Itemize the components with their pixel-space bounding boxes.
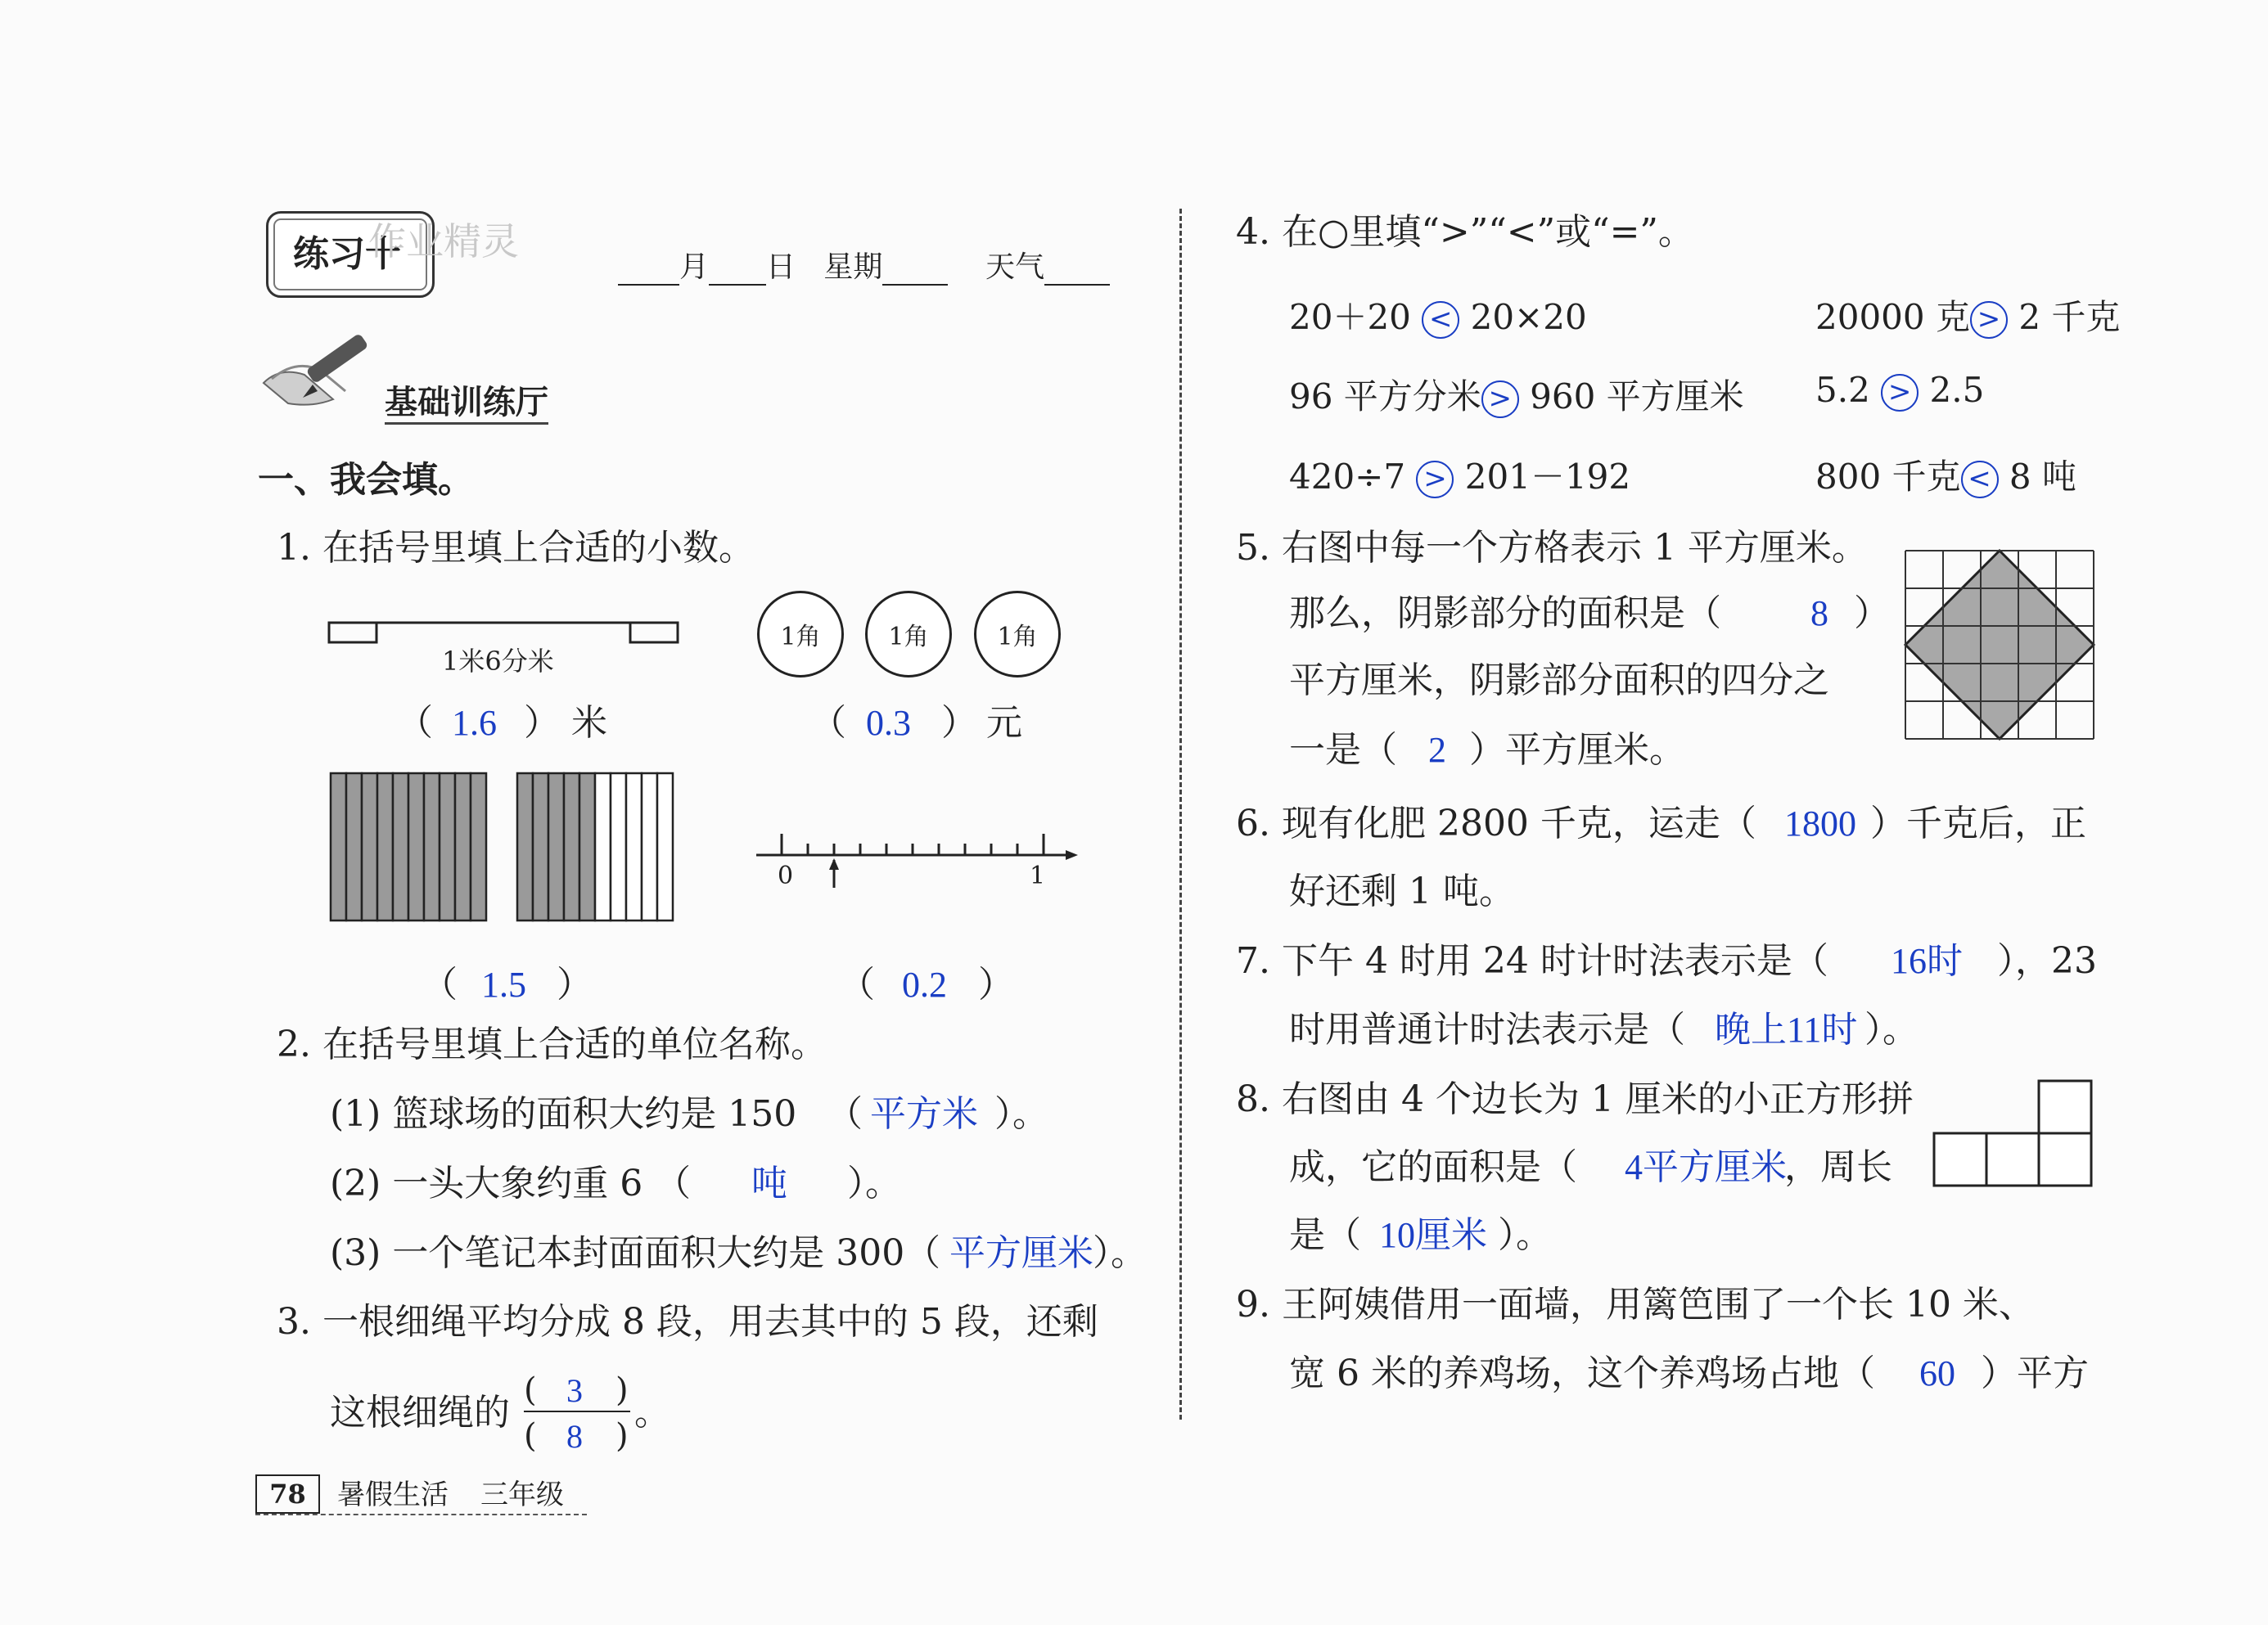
compare-circle[interactable]: > (1970, 301, 2008, 339)
q5-line2a: 那么，阴影部分的面积是（ (1289, 592, 1721, 634)
ruler-answer-open: （ (397, 702, 433, 744)
compare-circle[interactable]: > (1481, 380, 1519, 418)
grade-label: 三年级 (480, 1479, 564, 1511)
compare-circle[interactable]: > (1416, 461, 1454, 498)
coin-1 (757, 591, 844, 677)
bar-strip (377, 773, 393, 921)
q8-line2a: 成，它的面积是（ (1289, 1146, 1577, 1188)
q5-line4a: 一是（ (1289, 729, 1397, 771)
coin-2 (865, 591, 952, 677)
numberline-answer-close: ） (978, 964, 1014, 1006)
lesson-title: 练习十 (293, 233, 401, 275)
q9-line2b: ）平方 (1981, 1353, 2089, 1394)
q2b-close: ）。 (847, 1163, 901, 1204)
q6-line1b: ）千克后，正 (1870, 803, 2086, 844)
compare-circle[interactable]: > (1881, 374, 1919, 412)
q6-line2: 好还剩 1 吨。 (1289, 871, 1515, 912)
number-line-one: 1 (1030, 862, 1046, 890)
coin-label: 1角 (997, 623, 1038, 651)
q4-item-4: 5.2 > 2.5 (1815, 370, 1985, 410)
weather-label: 天气 (985, 250, 1045, 284)
bar-strip (471, 773, 486, 921)
coin-label: 1角 (780, 623, 821, 651)
ruler-unit: 米 (571, 702, 607, 744)
ruler-label: 1米6分米 (442, 646, 554, 677)
q8-line2b: ，周长 (1784, 1146, 1892, 1188)
coin-unit: 元 (986, 702, 1022, 744)
bar-strip (346, 773, 362, 921)
q5-answer2[interactable]: 2 (1428, 730, 1446, 770)
q6-answer[interactable]: 1800 (1784, 803, 1856, 844)
q5-line2b: ） (1854, 592, 1890, 634)
bars-answer-open: （ (422, 964, 458, 1006)
coin-answer-close: ） (941, 702, 977, 744)
bar-strip (331, 773, 346, 921)
q3-numerator[interactable]: 3 (566, 1372, 583, 1409)
q4-item-6: 800 千克 < 8 吨 (1815, 457, 2076, 497)
bar-strip (393, 773, 408, 921)
q5-line3: 平方厘米，阴影部分面积的四分之 (1289, 659, 1829, 701)
squares-figure (1932, 1076, 2103, 1191)
bar-strip (517, 773, 533, 921)
number-line-ticks (782, 834, 1044, 855)
q7-line1b: ），23 (1997, 940, 2097, 982)
q6-line1a: 6. 现有化肥 2800 千克，运走（ (1236, 803, 1756, 844)
q7-line2a: 时用普通计时法表示是（ (1289, 1009, 1685, 1051)
q2b-answer[interactable]: 吨 (751, 1164, 787, 1204)
q4-item-2: 20000 克 > 2 千克 (1815, 297, 2121, 337)
numberline-answer-open: （ (839, 964, 875, 1006)
q8-line3a: 是（ (1289, 1214, 1361, 1256)
q8-line1: 8. 右图由 4 个边长为 1 厘米的小正方形拼 (1236, 1078, 1914, 1120)
coin-answer[interactable]: 0.3 (866, 703, 911, 743)
q8-answer2[interactable]: 10厘米 (1379, 1215, 1487, 1255)
watermark: 作业精灵 (368, 219, 519, 263)
section-heading: 一、我会填。 (258, 459, 474, 501)
bar-strip (611, 773, 626, 921)
q2c-close: ）。 (1093, 1232, 1147, 1274)
q2b-text: (2) 一头大象约重 6 (330, 1163, 643, 1204)
q2c-open: （ (904, 1232, 940, 1274)
q2c-answer[interactable]: 平方厘米 (949, 1233, 1093, 1273)
footer (255, 1473, 587, 1515)
grid-diamond-figure (1903, 548, 2099, 745)
bar-strip (548, 773, 564, 921)
q9-line2a: 宽 6 米的养鸡场，这个养鸡场占地（ (1289, 1353, 1875, 1394)
q5-line4b: ）平方厘米。 (1469, 729, 1685, 771)
q3-fraction: ( 3 ) ( 8 ) (524, 1368, 630, 1455)
bar-strip (595, 773, 611, 921)
weather-blank[interactable] (1044, 251, 1110, 286)
q7-line2b: ）。 (1864, 1009, 1919, 1051)
q3-line1: 3. 一根细绳平均分成 8 段，用去其中的 5 段，还剩 (277, 1301, 1098, 1343)
q4-item-5: 420÷7 > 201－192 (1289, 457, 1631, 497)
q2b-open: （ (655, 1163, 691, 1204)
q3-period: 。 (634, 1392, 670, 1434)
pencil-notebook-icon (255, 334, 378, 424)
bars-figure (327, 769, 688, 925)
bar-strip (642, 773, 657, 921)
section-banner: 基础训练厅 (385, 386, 548, 425)
bar-strip (626, 773, 642, 921)
compare-circle[interactable]: < (1961, 461, 1999, 498)
compare-circle[interactable]: < (1422, 301, 1459, 339)
day-blank[interactable] (709, 251, 766, 286)
month-blank[interactable] (618, 251, 679, 286)
ruler-answer-close: ） (524, 702, 560, 744)
page-number: 78 (255, 1474, 320, 1514)
weekday-label: 星期 (823, 250, 883, 284)
number-line-zero: 0 (778, 862, 794, 890)
q8-answer1[interactable]: 4平方厘米 (1625, 1147, 1787, 1187)
q2a-text: (1) 篮球场的面积大约是 150 (330, 1093, 797, 1135)
date-line (618, 244, 1110, 286)
q3-denominator[interactable]: 8 (566, 1418, 583, 1455)
coin-3 (974, 591, 1061, 677)
q2a-answer[interactable]: 平方米 (870, 1094, 978, 1134)
q5-answer1[interactable]: 8 (1810, 593, 1828, 633)
q7-answer1[interactable]: 16时 (1891, 941, 1963, 981)
bars-answer[interactable]: 1.5 (481, 965, 526, 1005)
q8-line3b: ）。 (1498, 1214, 1552, 1256)
q4-item-3: 96 平方分米 > 960 平方厘米 (1289, 376, 1744, 416)
month-label: 月 (679, 250, 710, 284)
bar-strip (564, 773, 579, 921)
q5-line1: 5. 右图中每一个方格表示 1 平方厘米。 (1236, 527, 1868, 569)
bar-strip (440, 773, 455, 921)
q7-line1a: 7. 下午 4 时用 24 时计时法表示是（ (1236, 940, 1828, 982)
q4-item-1: 20＋20 < 20×20 (1289, 297, 1587, 337)
bar-strip (424, 773, 440, 921)
numberline-answer[interactable]: 0.2 (902, 965, 947, 1005)
page-divider (1179, 209, 1182, 1420)
bar-strip (533, 773, 548, 921)
day-label: 日 (766, 250, 796, 284)
shaded-diamond (1905, 551, 2094, 739)
bar-strip (579, 773, 595, 921)
q4-prompt: 4. 在○里填“>”“<”或“=”。 (1236, 211, 1694, 253)
q2c-text: (3) 一个笔记本封面面积大约是 300 (330, 1232, 905, 1274)
q1-prompt: 1. 在括号里填上合适的小数。 (277, 527, 755, 569)
q9-answer[interactable]: 60 (1919, 1353, 1955, 1393)
bar-strip (362, 773, 377, 921)
bar-strip (657, 773, 673, 921)
bar-strip (455, 773, 471, 921)
weekday-blank[interactable] (882, 251, 948, 286)
q9-line1: 9. 王阿姨借用一面墙，用篱笆围了一个长 10 米、 (1236, 1284, 2035, 1326)
q2-prompt: 2. 在括号里填上合适的单位名称。 (277, 1024, 827, 1065)
q3-line2: 这根细绳的 (330, 1392, 510, 1434)
q2a-close: ）。 (994, 1093, 1048, 1135)
ruler-answer[interactable]: 1.6 (452, 703, 497, 743)
q2a-open: （ (827, 1093, 863, 1135)
bar-strip (408, 773, 424, 921)
coin-answer-open: （ (810, 702, 846, 744)
q7-answer2[interactable]: 晚上11时 (1715, 1010, 1858, 1050)
bars-answer-close: ） (557, 964, 593, 1006)
book-title: 暑假生活 (337, 1479, 449, 1511)
coin-label: 1角 (888, 623, 929, 651)
